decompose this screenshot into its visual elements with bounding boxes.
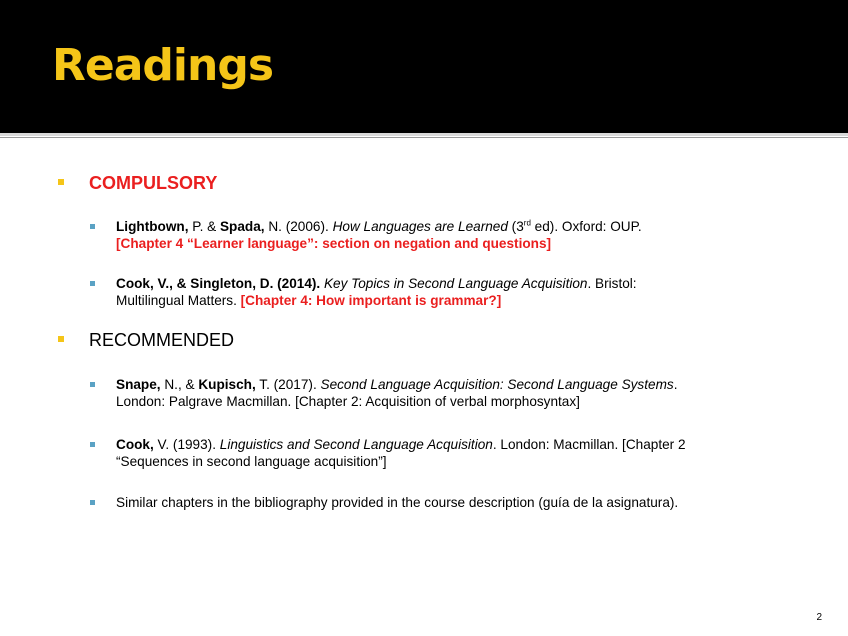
author-name: Kupisch,	[198, 377, 256, 392]
square-bullet-icon	[90, 224, 95, 229]
reading-item-cook-1993	[90, 436, 790, 470]
reading-item-cook-singleton	[90, 275, 790, 309]
square-bullet-icon	[90, 442, 95, 447]
citation-text: London: Palgrave Macmillan. [Chapter 2: Acquisition of verbal morphosyntax]	[116, 394, 580, 409]
book-title: How Languages are Learned	[332, 219, 508, 234]
square-bullet-icon	[58, 179, 64, 185]
author-name: Snape,	[116, 377, 161, 392]
citation-text: “Sequences in second language acquisition”]	[116, 454, 387, 469]
book-title: Second Language Acquisition: Second Language Systems	[320, 377, 674, 392]
edition-superscript: rd	[523, 218, 531, 228]
citation-text: Multilingual Matters.	[116, 293, 241, 308]
author-name: Cook, V., & Singleton, D. (2014).	[116, 276, 321, 291]
recommended-heading: RECOMMENDED	[89, 330, 235, 350]
citation-text: V. (1993).	[153, 437, 220, 452]
citation-text: .	[673, 377, 678, 392]
header-divider-shadow	[0, 137, 848, 138]
citation-text: . Bristol:	[587, 276, 637, 291]
citation-text: T. (2017).	[255, 377, 321, 392]
author-name: Lightbown,	[116, 219, 189, 234]
square-bullet-icon	[90, 281, 95, 286]
square-bullet-icon	[90, 500, 95, 505]
page-number: 2	[816, 612, 822, 623]
citation-text: N. (2006).	[264, 219, 333, 234]
square-bullet-icon	[58, 336, 64, 342]
author-name: Cook,	[116, 437, 154, 452]
reading-item-similar-chapters	[90, 494, 790, 511]
book-title: Key Topics in Second Language Acquisition	[323, 276, 588, 291]
citation-text: . London: Macmillan. [Chapter 2	[492, 437, 686, 452]
title-bar	[0, 0, 848, 133]
citation-text: P. &	[188, 219, 220, 234]
reading-item-snape-kupisch	[90, 376, 790, 410]
citation-text: ed). Oxford: OUP.	[530, 219, 642, 234]
slide-title: Readings	[52, 40, 274, 91]
reading-item-lightbown	[90, 218, 790, 252]
citation-text: Similar chapters in the bibliography provided in the course description (guía de la asignatura).	[116, 495, 679, 510]
author-name: Spada,	[219, 219, 265, 234]
chapter-note: [Chapter 4 “Learner language”: section on negation and questions]	[116, 236, 552, 251]
citation-text: N., &	[160, 377, 199, 392]
book-title: Linguistics and Second Language Acquisition	[219, 437, 493, 452]
compulsory-heading: COMPULSORY	[89, 173, 218, 193]
chapter-note: [Chapter 4: How important is grammar?]	[240, 293, 502, 308]
square-bullet-icon	[90, 382, 95, 387]
citation-text: (3	[507, 219, 524, 234]
header-divider	[0, 133, 848, 136]
